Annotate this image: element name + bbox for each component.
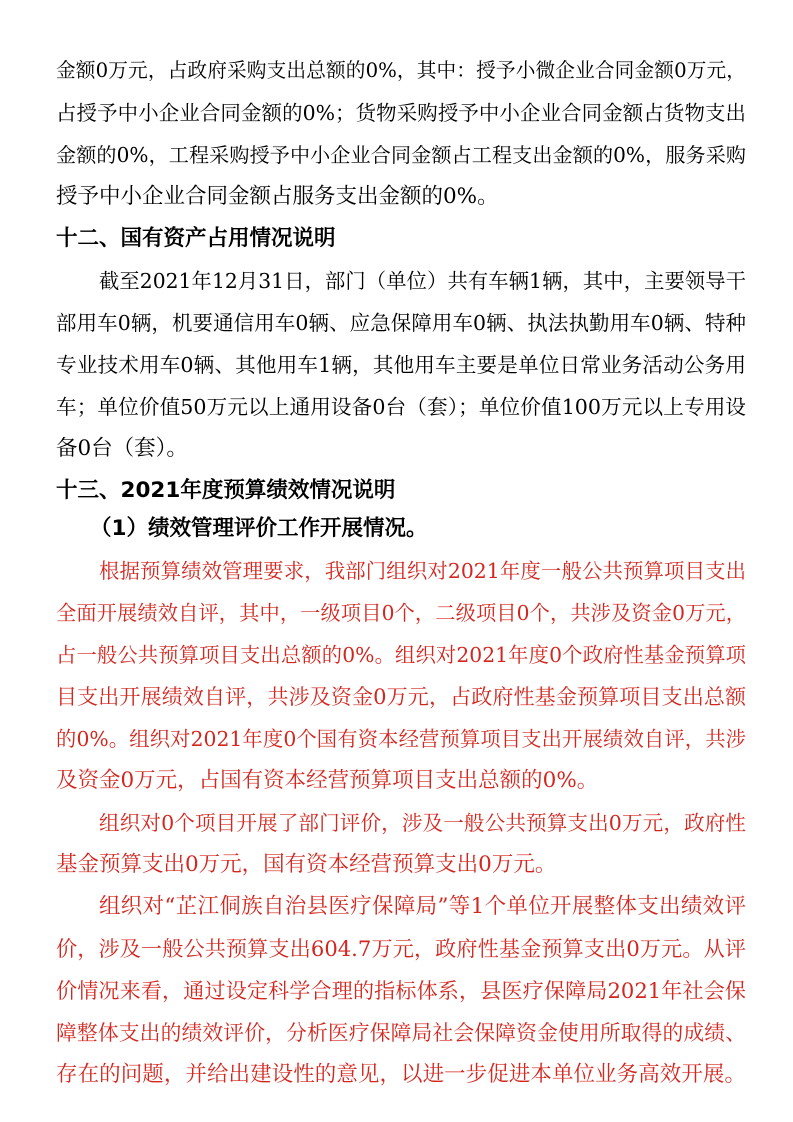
body-text-line: 价情况来看，通过设定科学合理的指标体系，县医疗保障局2021年社会保: [56, 978, 746, 1003]
body-text-line: 授予中小企业合同金额占服务支出金额的0%。: [56, 184, 499, 209]
body-text-line: 全面开展绩效自评，其中，一级项目0个，二级项目0个，共涉及资金0万元，: [56, 601, 746, 625]
body-text-line: 存在的问题，并给出建设性的意见，以进一步促进本单位业务高效开展。: [56, 1062, 746, 1087]
body-text-line: 车；单位价值50万元以上通用设备0台（套）；单位价值100万元以上专用设: [56, 395, 746, 419]
body-text-line: 金额0万元，占政府采购支出总额的0%，其中：授予小微企业合同金额0万元，: [56, 59, 746, 82]
body-text-line: 根据预算绩效管理要求，我部门组织对2021年度一般公共预算项目支出: [99, 559, 746, 583]
body-text-line: 的0%。组织对2021年度0个国有资本经营预算项目支出开展绩效自评，共涉: [56, 727, 746, 751]
body-text-line: 金额的0%，工程采购授予中小企业合同金额占工程支出金额的0%，服务采购: [56, 143, 746, 167]
section-heading-13: 十三、2021年度预算绩效情况说明: [56, 478, 396, 503]
body-text-line: 基金预算支出0万元，国有资本经营预算支出0万元。: [56, 852, 557, 877]
body-text-line: 部用车0辆，机要通信用车0辆、应急保障用车0辆、执法执勤用车0辆、特种: [56, 311, 746, 335]
body-text-line: 备0台（套）。: [56, 436, 188, 461]
body-text-line: 目支出开展绩效自评，共涉及资金0万元，占政府性基金预算项目支出总额: [56, 684, 746, 709]
body-text-line: 障整体支出的绩效评价，分析医疗保障局社会保障资金使用所取得的成绩、: [56, 1021, 746, 1045]
body-text-line: 价，涉及一般公共预算支出604.7万元，政府性基金预算支出0万元。从评: [56, 936, 746, 961]
body-text-line: 及资金0万元，占国有资本经营预算项目支出总额的0%。: [56, 768, 599, 793]
body-text-line: 组织对“芷江侗族自治县医疗保障局”等1个单位开展整体支出绩效评: [99, 894, 746, 919]
body-text-line: 截至2021年12月31日，部门（单位）共有车辆1辆，其中，主要领导干: [99, 269, 746, 293]
subsection-heading: （1）绩效管理评价工作开展情况。: [90, 516, 428, 541]
body-text-line: 占一般公共预算项目支出总额的0%。组织对2021年度0个政府性基金预算项: [56, 643, 746, 667]
body-text-line: 组织对0个项目开展了部门评价，涉及一般公共预算支出0万元，政府性: [99, 811, 746, 835]
section-heading-12: 十二、国有资产占用情况说明: [56, 226, 336, 251]
body-text-line: 占授予中小企业合同金额的0%；货物采购授予中小企业合同金额占货物支出: [56, 101, 746, 125]
body-text-line: 专业技术用车0辆、其他用车1辆，其他用车主要是单位日常业务活动公务用: [56, 353, 746, 377]
